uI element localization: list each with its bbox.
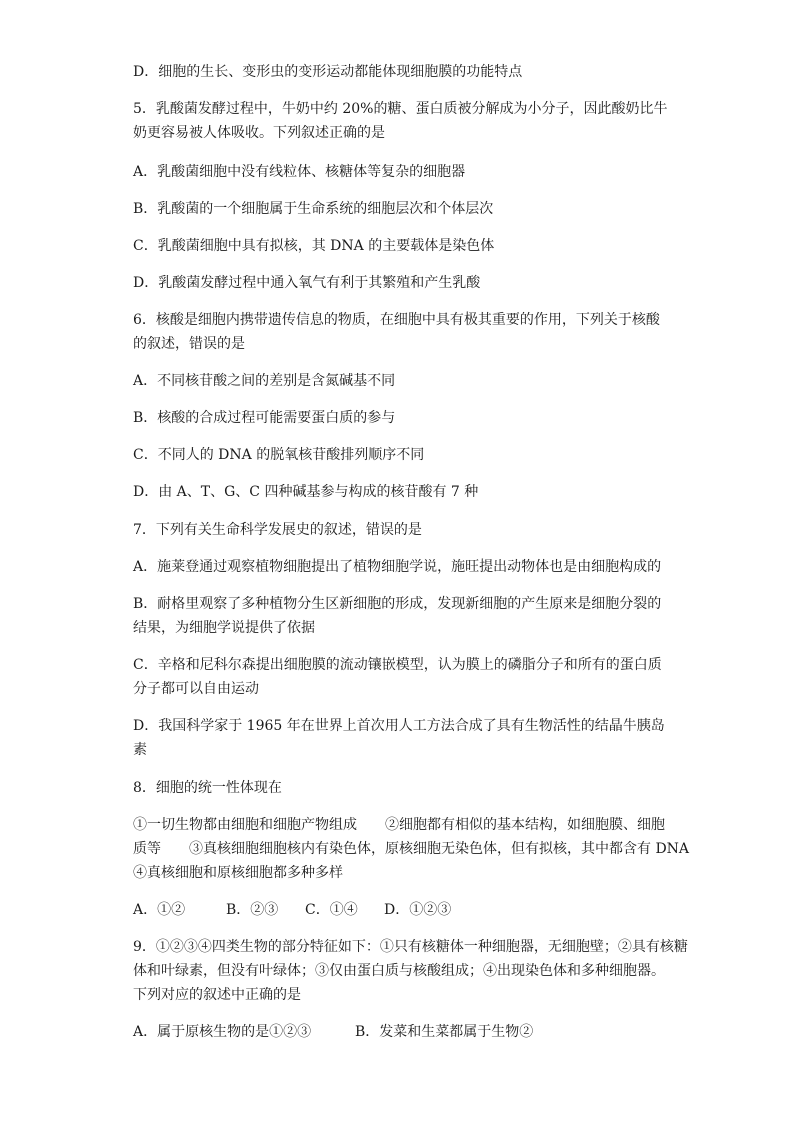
q5-stem-line-1: 5．乳酸菌发酵过程中，牛奶中约 20%的糖、蛋白质被分解成为小分子，因此酸奶比牛 bbox=[133, 101, 668, 117]
q8-statement-line-1: ①一切生物都由细胞和细胞产物组成 ②细胞都有相似的基本结构，如细胞膜、细胞 bbox=[133, 817, 665, 833]
q8-statement-line-3: ④真核细胞和原核细胞都多种多样 bbox=[133, 865, 343, 881]
q6-stem-line-1: 6．核酸是细胞内携带遗传信息的物质，在细胞中具有极其重要的作用，下列关于核酸 bbox=[133, 312, 660, 328]
q9-stem-line-2: 体和叶绿素，但没有叶绿体；③仅由蛋白质与核酸组成；④出现染色体和多种细胞器。 bbox=[133, 963, 665, 979]
q7-option-b-line-2: 结果，为细胞学说提供了依据 bbox=[133, 620, 315, 636]
q8-option-d: D．①②③ bbox=[384, 902, 452, 918]
q6-option-d: D．由 A、T、G、C 四种碱基参与构成的核苷酸有 7 种 bbox=[133, 484, 479, 500]
q7-stem: 7．下列有关生命科学发展史的叙述，错误的是 bbox=[133, 522, 422, 538]
q5-option-c: C．乳酸菌细胞中具有拟核，其 DNA 的主要载体是染色体 bbox=[133, 238, 495, 254]
q6-option-a: A．不同核苷酸之间的差别是含氮碱基不同 bbox=[133, 373, 396, 389]
q4-option-d: D．细胞的生长、变形虫的变形运动都能体现细胞膜的功能特点 bbox=[133, 64, 523, 80]
q5-stem-line-2: 奶更容易被人体吸收。下列叙述正确的是 bbox=[133, 125, 385, 141]
q5-option-a: A．乳酸菌细胞中没有线粒体、核糖体等复杂的细胞器 bbox=[133, 164, 466, 180]
q8-option-c: C．①④ bbox=[305, 902, 358, 918]
q8-options bbox=[133, 901, 451, 919]
q8-option-a: A．①② bbox=[133, 902, 186, 918]
q9-stem-line-3: 下列对应的叙述中正确的是 bbox=[133, 987, 301, 1003]
q6-stem-line-2: 的叙述，错误的是 bbox=[133, 336, 245, 352]
q5-option-d: D．乳酸菌发酵过程中通入氧气有利于其繁殖和产生乳酸 bbox=[133, 275, 481, 291]
q7-option-d-line-1: D．我国科学家于 1965 年在世界上首次用人工方法合成了具有生物活性的结晶牛胰岛 bbox=[133, 718, 665, 734]
q8-stem: 8．细胞的统一性体现在 bbox=[133, 780, 282, 796]
q5-option-b: B．乳酸菌的一个细胞属于生命系统的细胞层次和个体层次 bbox=[133, 201, 494, 217]
q7-option-c-line-2: 分子都可以自由运动 bbox=[133, 681, 259, 697]
q9-option-a: A．属于原核生物的是①②③ bbox=[133, 1024, 312, 1040]
q6-option-c: C．不同人的 DNA 的脱氧核苷酸排列顺序不同 bbox=[133, 447, 425, 463]
q7-option-b-line-1: B．耐格里观察了多种植物分生区新细胞的形成，发现新细胞的产生原来是细胞分裂的 bbox=[133, 596, 662, 612]
q6-option-b: B．核酸的合成过程可能需要蛋白质的参与 bbox=[133, 410, 396, 426]
q9-option-b: B．发菜和生菜都属于生物② bbox=[355, 1024, 534, 1040]
q7-option-d-line-2: 素 bbox=[133, 742, 147, 758]
q9-stem-line-1: 9．①②③④四类生物的部分特征如下：①只有核糖体一种细胞器，无细胞壁；②具有核糖 bbox=[133, 939, 688, 955]
q7-option-c-line-1: C．辛格和尼科尔森提出细胞膜的流动镶嵌模型，认为膜上的磷脂分子和所有的蛋白质 bbox=[133, 657, 662, 673]
q7-option-a: A．施莱登通过观察植物细胞提出了植物细胞学说，施旺提出动物体也是由细胞构成的 bbox=[133, 559, 662, 575]
q9-options bbox=[133, 1023, 533, 1041]
q8-statement-line-2: 质等 ③真核细胞细胞核内有染色体，原核细胞无染色体，但有拟核，其中都含有 DNA bbox=[133, 841, 690, 857]
q8-option-b: B．②③ bbox=[226, 902, 279, 918]
